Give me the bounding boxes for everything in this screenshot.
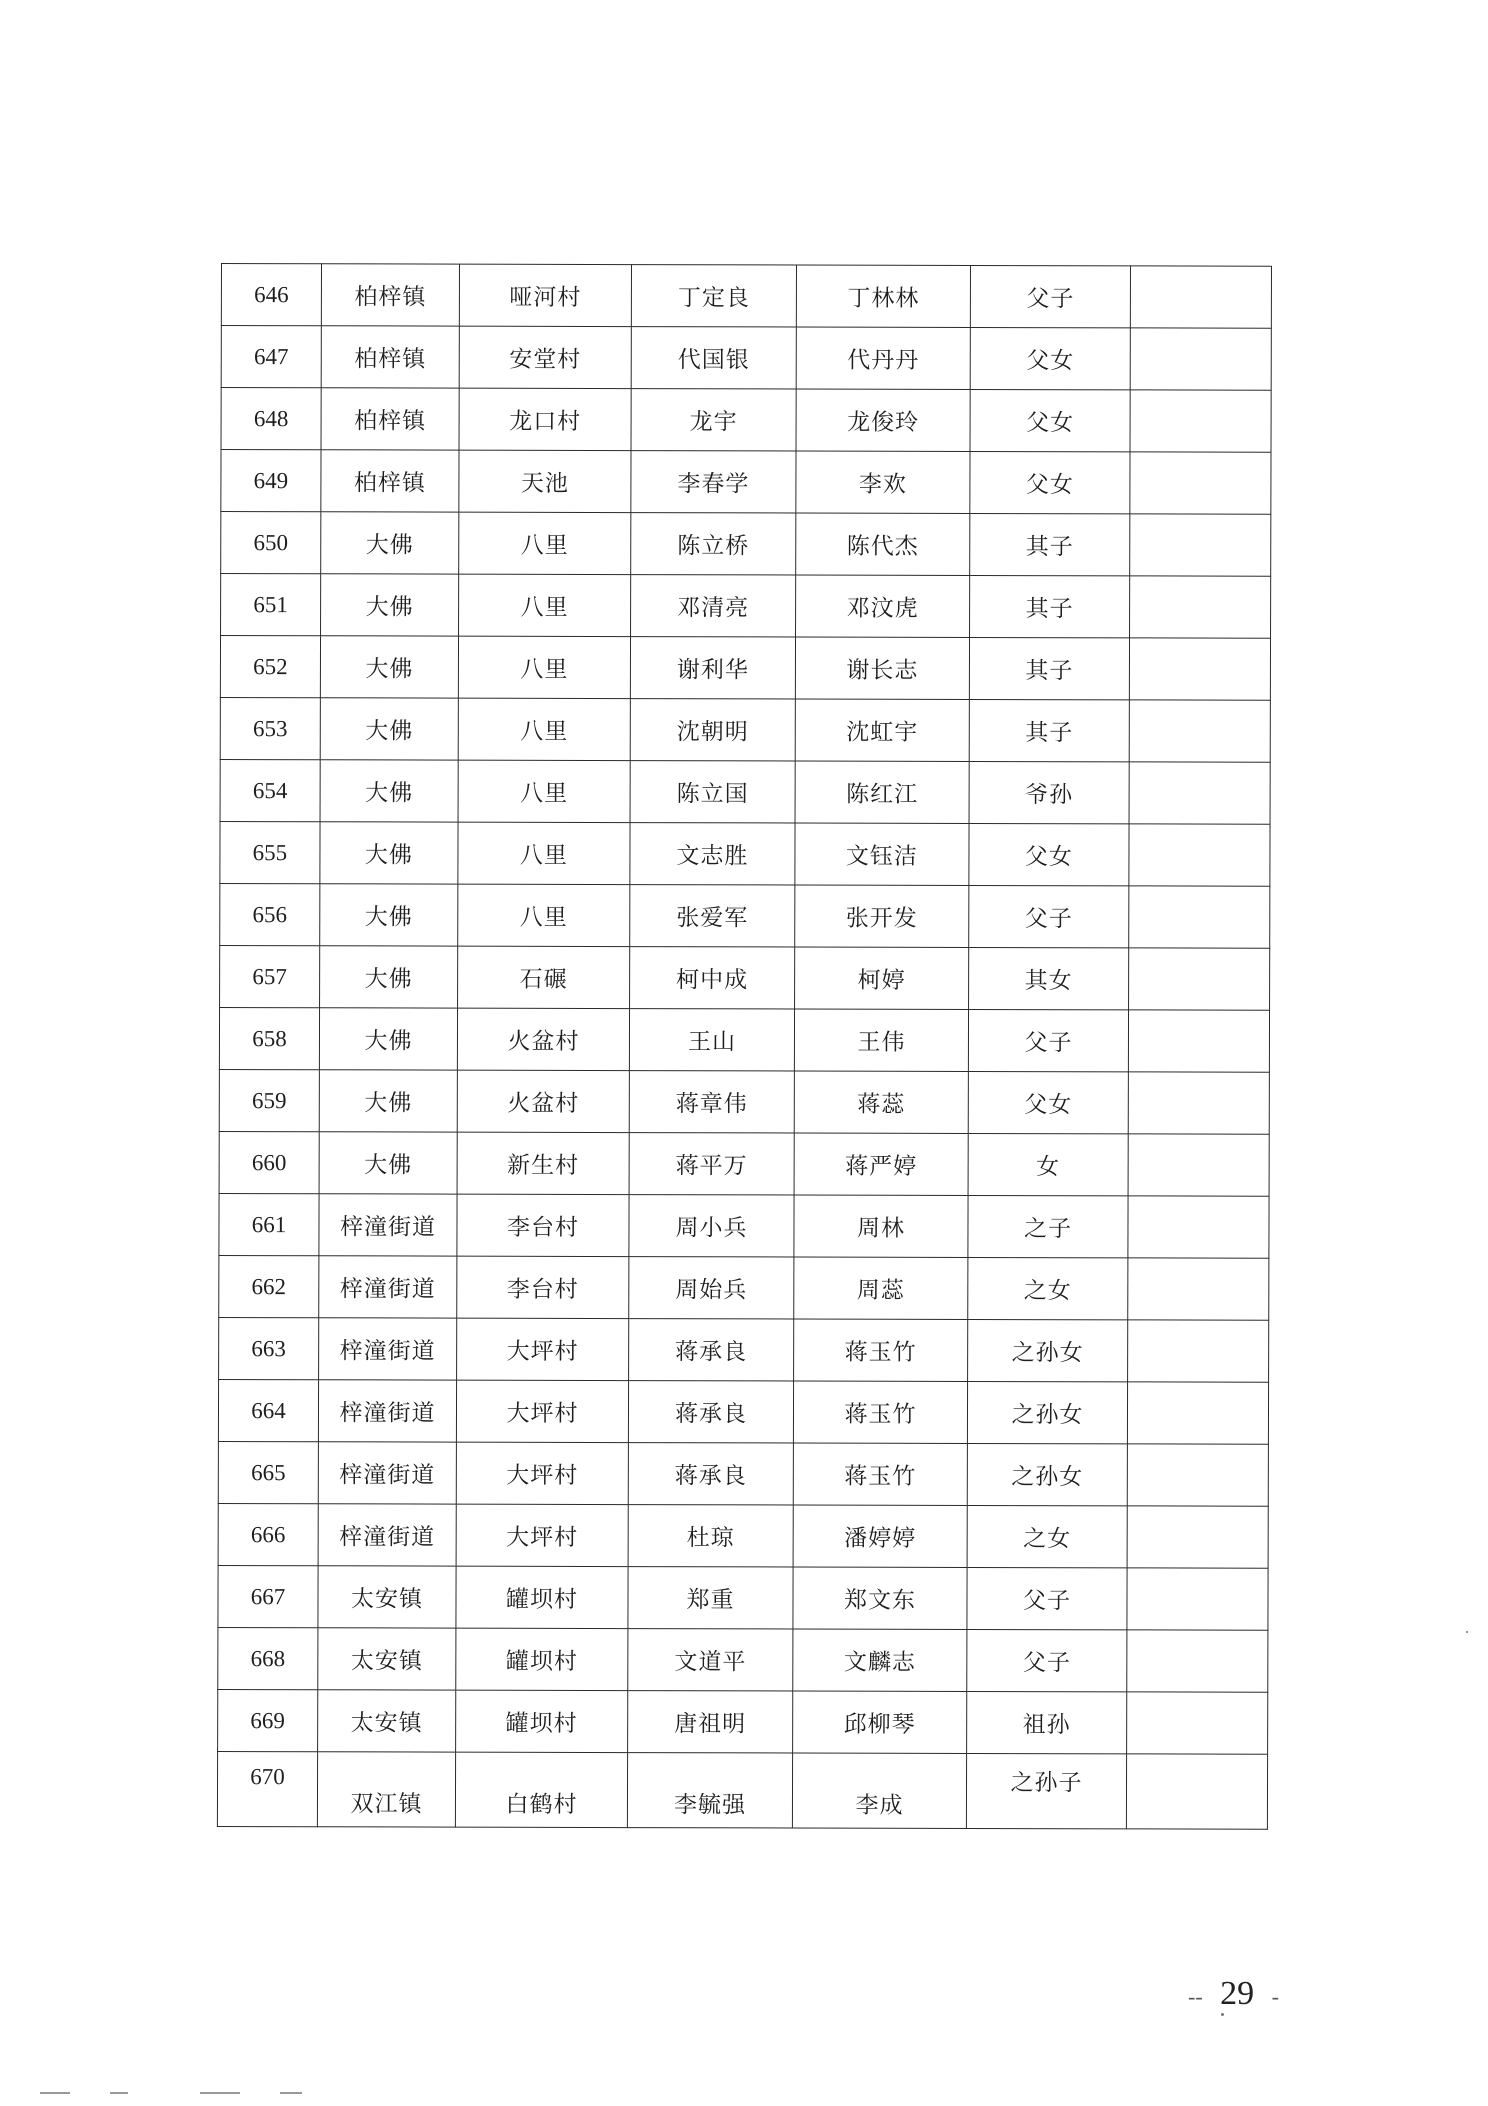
relation-cell: 之孙子 <box>966 1753 1126 1828</box>
village-cell: 八里 <box>458 636 630 698</box>
town-cell: 大佛 <box>320 884 458 946</box>
table-row <box>218 1689 1268 1754</box>
village-cell: 白鹤村 <box>455 1752 627 1827</box>
note-cell <box>1128 1134 1269 1196</box>
parent-name-cell: 蒋承良 <box>629 1319 794 1381</box>
note-cell <box>1127 1382 1268 1444</box>
relation-cell: 祖孙 <box>967 1691 1127 1753</box>
parent-name-cell: 文志胜 <box>630 823 795 885</box>
relation-cell: 之女 <box>968 1257 1128 1319</box>
relation-cell: 其女 <box>969 947 1129 1009</box>
relation-cell: 父女 <box>968 1071 1128 1133</box>
row-number-cell: 651 <box>221 574 321 636</box>
town-cell: 柏梓镇 <box>321 388 459 450</box>
town-cell: 大佛 <box>320 822 458 884</box>
note-cell <box>1126 1754 1267 1829</box>
town-cell: 太安镇 <box>318 1566 456 1628</box>
relation-cell: 之孙女 <box>967 1443 1127 1505</box>
town-cell: 梓潼街道 <box>318 1504 456 1566</box>
child-name-cell: 邱柳琴 <box>793 1691 967 1753</box>
parent-name-cell: 陈立国 <box>630 761 795 823</box>
row-number-cell: 654 <box>220 759 320 821</box>
town-cell: 大佛 <box>321 512 459 574</box>
table-row <box>218 1379 1268 1444</box>
relation-cell: 其子 <box>969 637 1129 699</box>
table-row <box>218 1627 1268 1692</box>
note-cell <box>1127 1444 1268 1506</box>
relation-cell: 父女 <box>970 389 1130 451</box>
row-number-cell: 666 <box>218 1503 318 1565</box>
row-number-cell: 656 <box>220 883 320 945</box>
table-row <box>219 1131 1269 1196</box>
relation-cell: 其子 <box>969 699 1129 761</box>
town-cell: 梓潼街道 <box>319 1318 457 1380</box>
child-name-cell: 谢长志 <box>795 637 969 699</box>
note-cell <box>1127 1630 1268 1692</box>
note-cell <box>1130 452 1271 514</box>
town-cell: 梓潼街道 <box>319 1194 457 1256</box>
parent-name-cell: 周小兵 <box>629 1195 794 1257</box>
table-row <box>219 1193 1269 1258</box>
town-cell: 大佛 <box>319 1070 457 1132</box>
village-cell: 八里 <box>458 760 630 822</box>
parent-name-cell: 柯中成 <box>630 947 795 1009</box>
town-cell: 柏梓镇 <box>321 326 459 388</box>
table-row <box>219 1255 1269 1320</box>
parent-name-cell: 谢利华 <box>630 637 795 699</box>
row-number-cell: 658 <box>219 1007 319 1069</box>
town-cell: 太安镇 <box>318 1690 456 1752</box>
parent-name-cell: 代国银 <box>631 327 796 389</box>
relation-cell: 之子 <box>968 1195 1128 1257</box>
relation-cell: 父子 <box>970 265 1130 327</box>
child-name-cell: 蒋严婷 <box>794 1133 968 1195</box>
page-number-dash-left: -- <box>1188 1984 1209 2009</box>
table-row <box>219 1007 1269 1072</box>
note-cell <box>1129 762 1270 824</box>
village-cell: 石碾 <box>458 946 630 1008</box>
village-cell: 大坪村 <box>456 1442 628 1504</box>
child-name-cell: 周蕊 <box>794 1257 968 1319</box>
row-number-cell: 655 <box>220 821 320 883</box>
table-row <box>220 759 1270 824</box>
town-cell: 梓潼街道 <box>319 1256 457 1318</box>
row-number-cell: 665 <box>218 1441 318 1503</box>
row-number-cell: 652 <box>220 636 320 698</box>
parent-name-cell: 沈朝明 <box>630 699 795 761</box>
relation-cell: 父女 <box>970 327 1130 389</box>
table-row <box>221 388 1271 453</box>
table-row <box>220 883 1270 948</box>
village-cell: 八里 <box>458 698 630 760</box>
child-name-cell: 文钰洁 <box>795 823 969 885</box>
town-cell: 柏梓镇 <box>321 264 459 326</box>
village-cell: 八里 <box>458 822 630 884</box>
village-cell: 大坪村 <box>456 1380 628 1442</box>
note-cell <box>1130 514 1271 576</box>
child-name-cell: 陈代杰 <box>796 513 970 575</box>
note-cell <box>1127 1506 1268 1568</box>
row-number-cell: 648 <box>221 388 321 450</box>
scan-speck <box>1466 1631 1468 1633</box>
table-row <box>220 945 1270 1010</box>
relation-cell: 女 <box>968 1133 1128 1195</box>
child-name-cell: 潘婷婷 <box>793 1505 967 1567</box>
table-row <box>221 326 1271 391</box>
child-name-cell: 张开发 <box>795 885 969 947</box>
row-number-cell: 646 <box>221 264 321 326</box>
parent-name-cell: 龙宇 <box>631 389 796 451</box>
parent-name-cell: 陈立桥 <box>631 513 796 575</box>
town-cell: 大佛 <box>319 1132 457 1194</box>
table-row <box>217 1751 1267 1829</box>
parent-name-cell: 郑重 <box>628 1567 793 1629</box>
child-name-cell: 周林 <box>794 1195 968 1257</box>
parent-name-cell: 蒋章伟 <box>629 1071 794 1133</box>
page-number <box>1188 1975 1279 2013</box>
relation-cell: 父女 <box>969 823 1129 885</box>
note-cell <box>1130 390 1271 452</box>
table-row <box>218 1565 1268 1630</box>
town-cell: 梓潼街道 <box>318 1442 456 1504</box>
note-cell <box>1129 886 1270 948</box>
table-row <box>221 574 1271 639</box>
village-cell: 龙口村 <box>459 388 631 450</box>
note-cell <box>1128 1196 1269 1258</box>
town-cell: 大佛 <box>321 574 459 636</box>
child-name-cell: 李欢 <box>796 451 970 513</box>
note-cell <box>1128 1320 1269 1382</box>
child-name-cell: 郑文东 <box>793 1567 967 1629</box>
relation-cell: 父女 <box>970 451 1130 513</box>
village-cell: 李台村 <box>457 1256 629 1318</box>
parent-name-cell: 文道平 <box>628 1629 793 1691</box>
relation-cell: 父子 <box>967 1629 1127 1691</box>
parent-name-cell: 王山 <box>629 1009 794 1071</box>
roster-body <box>217 264 1271 1830</box>
child-name-cell: 龙俊玲 <box>796 389 970 451</box>
parent-name-cell: 张爱军 <box>630 885 795 947</box>
row-number-cell: 670 <box>217 1751 317 1826</box>
town-cell: 大佛 <box>320 760 458 822</box>
village-cell: 大坪村 <box>457 1318 629 1380</box>
parent-name-cell: 邓清亮 <box>631 575 796 637</box>
village-cell: 罐坝村 <box>456 1690 628 1752</box>
village-cell: 哑河村 <box>459 264 631 326</box>
roster-table <box>217 263 1272 1830</box>
village-cell: 八里 <box>459 512 631 574</box>
village-cell: 八里 <box>458 884 630 946</box>
row-number-cell: 667 <box>218 1565 318 1627</box>
town-cell: 双江镇 <box>317 1752 455 1827</box>
parent-name-cell: 蒋平万 <box>629 1133 794 1195</box>
row-number-cell: 653 <box>220 697 320 759</box>
relation-cell: 父子 <box>967 1567 1127 1629</box>
child-name-cell: 代丹丹 <box>796 327 970 389</box>
parent-name-cell: 李春学 <box>631 451 796 513</box>
town-cell: 梓潼街道 <box>318 1380 456 1442</box>
row-number-cell: 660 <box>219 1131 319 1193</box>
note-cell <box>1128 1072 1269 1134</box>
note-cell <box>1128 1010 1269 1072</box>
row-number-cell: 664 <box>218 1379 318 1441</box>
row-number-cell: 650 <box>221 512 321 574</box>
table-row <box>220 821 1270 886</box>
village-cell: 李台村 <box>457 1194 629 1256</box>
child-name-cell: 丁林林 <box>796 265 970 327</box>
row-number-cell: 647 <box>221 326 321 388</box>
relation-cell: 父子 <box>968 1009 1128 1071</box>
page-number-value: 29 <box>1220 1975 1255 2012</box>
table-row <box>218 1441 1268 1506</box>
child-name-cell: 蒋玉竹 <box>794 1319 968 1381</box>
village-cell: 天池 <box>459 450 631 512</box>
row-number-cell: 659 <box>219 1069 319 1131</box>
village-cell: 罐坝村 <box>456 1628 628 1690</box>
scan-edge-marks <box>40 2090 340 2100</box>
child-name-cell: 李成 <box>792 1753 966 1828</box>
relation-cell: 其子 <box>970 513 1130 575</box>
village-cell: 罐坝村 <box>456 1566 628 1628</box>
parent-name-cell: 蒋承良 <box>628 1381 793 1443</box>
table-row <box>220 636 1270 701</box>
child-name-cell: 柯婷 <box>795 947 969 1009</box>
row-number-cell: 663 <box>219 1317 319 1379</box>
town-cell: 大佛 <box>320 636 458 698</box>
relation-cell: 其子 <box>970 575 1130 637</box>
child-name-cell: 王伟 <box>794 1009 968 1071</box>
town-cell: 大佛 <box>319 1008 457 1070</box>
child-name-cell: 文麟志 <box>793 1629 967 1691</box>
parent-name-cell: 丁定良 <box>631 265 796 327</box>
town-cell: 太安镇 <box>318 1628 456 1690</box>
note-cell <box>1127 1692 1268 1754</box>
table-row <box>219 1317 1269 1382</box>
row-number-cell: 669 <box>218 1689 318 1751</box>
town-cell: 大佛 <box>320 698 458 760</box>
village-cell: 安堂村 <box>459 326 631 388</box>
relation-cell: 之女 <box>967 1505 1127 1567</box>
note-cell <box>1129 824 1270 886</box>
town-cell: 大佛 <box>320 946 458 1008</box>
scan-speck <box>1221 2013 1224 2016</box>
page-number-dash-right: - <box>1266 1984 1279 2009</box>
note-cell <box>1129 948 1270 1010</box>
parent-name-cell: 周始兵 <box>629 1257 794 1319</box>
town-cell: 柏梓镇 <box>321 450 459 512</box>
parent-name-cell: 蒋承良 <box>628 1443 793 1505</box>
row-number-cell: 657 <box>220 945 320 1007</box>
row-number-cell: 661 <box>219 1193 319 1255</box>
relation-cell: 之孙女 <box>967 1381 1127 1443</box>
table-row <box>221 264 1271 329</box>
village-cell: 八里 <box>459 574 631 636</box>
note-cell <box>1127 1568 1268 1630</box>
parent-name-cell: 杜琼 <box>628 1505 793 1567</box>
child-name-cell: 蒋玉竹 <box>793 1443 967 1505</box>
child-name-cell: 沈虹宇 <box>795 699 969 761</box>
note-cell <box>1129 638 1270 700</box>
row-number-cell: 668 <box>218 1627 318 1689</box>
table-row <box>221 512 1271 577</box>
child-name-cell: 蒋蕊 <box>794 1071 968 1133</box>
table-row <box>220 697 1270 762</box>
child-name-cell: 蒋玉竹 <box>793 1381 967 1443</box>
village-cell: 大坪村 <box>456 1504 628 1566</box>
child-name-cell: 陈红江 <box>795 761 969 823</box>
note-cell <box>1128 1258 1269 1320</box>
row-number-cell: 649 <box>221 450 321 512</box>
note-cell <box>1130 328 1271 390</box>
table-row <box>221 450 1271 515</box>
village-cell: 火盆村 <box>457 1008 629 1070</box>
note-cell <box>1130 576 1271 638</box>
parent-name-cell: 唐祖明 <box>628 1691 793 1753</box>
relation-cell: 爷孙 <box>969 761 1129 823</box>
relation-cell: 父子 <box>969 885 1129 947</box>
village-cell: 新生村 <box>457 1132 629 1194</box>
table-row <box>218 1503 1268 1568</box>
row-number-cell: 662 <box>219 1255 319 1317</box>
parent-name-cell: 李毓强 <box>627 1753 792 1828</box>
child-name-cell: 邓汶虎 <box>796 575 970 637</box>
relation-cell: 之孙女 <box>968 1319 1128 1381</box>
table-row <box>219 1069 1269 1134</box>
note-cell <box>1130 266 1271 328</box>
note-cell <box>1129 700 1270 762</box>
village-cell: 火盆村 <box>457 1070 629 1132</box>
